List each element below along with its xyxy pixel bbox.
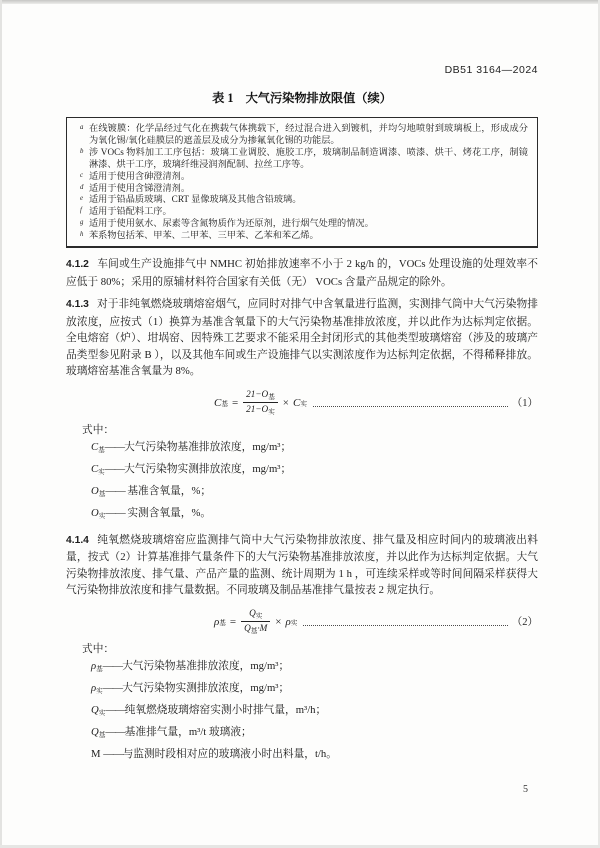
symbol-subscript: 实 [96, 687, 103, 695]
clause-number: 4.1.3 [66, 299, 89, 311]
symbol-subscript: 基 [98, 731, 106, 739]
footnote-f [79, 206, 528, 218]
symbol-definition [66, 482, 538, 504]
formula-rhs-subscript: 实 [300, 400, 307, 408]
clause-number: 4.1.4 [66, 534, 89, 546]
formula-rhs-symbol: C [293, 396, 301, 409]
symbol-definition [66, 438, 538, 460]
footnote-text: 苯系物包括苯、甲苯、二甲苯、三甲苯、乙苯和苯乙烯。 [89, 230, 319, 241]
formula-rhs-symbol: ρ [285, 615, 291, 628]
definition-dash: —— [102, 659, 123, 672]
formula-lhs-subscript: 基 [219, 619, 226, 627]
definition-dash: —— [105, 725, 125, 738]
denominator-symbol: Q [244, 623, 251, 634]
denominator-symbol: 21−O [246, 404, 269, 415]
symbol: O [91, 484, 99, 497]
footnote-text: 适用于使用氨水、尿素等含氮物质作为还原剂，进行烟气处理的情况。 [89, 218, 374, 229]
footnote-marker: h [80, 231, 84, 239]
symbol-subscript: 实 [98, 709, 106, 717]
clause-text: 对于非纯氧燃烧玻璃熔窑烟气，应同时对排气中含氧量进行监测，实测排气筒中大气污染物排放浓度，应按式（1）换算为基准含氧量下的大气污染物基准排放浓度，并以此作为达标判定依据。全电熔窑（炉）、坩埚窑、因特殊工艺要求不能采用全封闭形式的其他类型玻璃熔窑（涉及的玻璃产品类型参见附录 B ），以及其他车间或生产设施排气以实测浓度作为达标判定依据，不得稀释排放。玻璃熔窑基准含氧量为 8%。 [66, 298, 538, 378]
symbol: O [91, 506, 99, 519]
equals-sign: = [229, 615, 237, 628]
definition-text: 大气污染物基准排放浓度，mg/m³； [122, 659, 290, 672]
multiply-sign: × [275, 615, 282, 628]
formula-number: （2） [511, 617, 538, 629]
formula-number: （1） [511, 398, 538, 410]
clause-4-1-2 [66, 256, 538, 290]
fraction-numerator [241, 608, 270, 623]
definition-text: 纯氧燃烧玻璃熔窑实测小时排气量，m³/h； [124, 703, 327, 716]
footnote-a [79, 123, 528, 147]
symbol-definition [66, 679, 538, 701]
footnote-marker: a [80, 124, 84, 131]
definition-text: 大气污染物实测排放浓度，mg/m³； [124, 462, 292, 475]
multiply-sign: × [282, 396, 289, 409]
numerator-subscript: 实 [255, 612, 263, 620]
footnote-text: 适用于使用含锑澄清剂。 [89, 182, 191, 193]
numerator-symbol: 21−O [246, 388, 269, 399]
footnote-marker: e [80, 195, 84, 203]
symbol: Q [91, 703, 99, 716]
standard-code-header: DB51 3164—2024 [444, 64, 538, 76]
definition-dash: —— [103, 747, 123, 760]
formula-2 [66, 608, 538, 636]
definition-dash: —— [102, 681, 123, 694]
symbol: C [91, 462, 99, 475]
symbol: ρ [91, 681, 97, 694]
symbol-definition [66, 504, 538, 526]
clause-text: 车间或生产设施排气中 NMHC 初始排放速率不小于 2 kg/h 的，VOCs 处理设施的处理效率不应低于 80%；采用的原辅材料符合国家有关低（无） VOCs 含量产品规定的除外。 [66, 258, 538, 288]
symbol-subscript: 基 [96, 665, 103, 673]
denominator-subscript: 基 [250, 628, 258, 636]
footnote-e [79, 194, 528, 206]
definition-text: 大气污染物实测排放浓度，mg/m³； [122, 681, 290, 694]
table-footnote-box [66, 117, 538, 248]
definition-text: 与监测时段相对应的玻璃液小时出料量，t/h。 [122, 747, 337, 760]
formula-lhs-symbol: ρ [214, 615, 220, 628]
symbol: Q [91, 725, 99, 738]
dot-leader [313, 405, 508, 407]
formula-lhs-symbol: C [214, 396, 222, 409]
where-label: 式中： [82, 642, 115, 655]
clause-4-1-3 [66, 296, 538, 380]
definition-dash: —— [105, 506, 125, 519]
formula-1 [66, 389, 538, 417]
fraction-denominator [241, 622, 270, 636]
fraction-denominator [243, 403, 278, 417]
clause-number: 4.1.2 [66, 259, 89, 271]
footnote-c [79, 171, 528, 183]
symbol: M [91, 747, 101, 760]
numerator-symbol: Q [249, 607, 256, 618]
footnote-d [79, 183, 528, 195]
fraction-numerator [243, 389, 278, 404]
fraction [243, 389, 278, 417]
page-number: 5 [523, 784, 528, 795]
formula-2-expression [214, 608, 297, 636]
footnote-marker: d [80, 183, 84, 191]
formula-1-expression [214, 389, 307, 417]
footnote-h [79, 230, 528, 242]
footnote-text: 适用于铅配料工序。 [89, 206, 172, 217]
definition-dash: —— [105, 484, 125, 497]
table-title: 表 1 大气污染物排放限值（续） [212, 91, 392, 105]
symbol-subscript: 实 [98, 468, 105, 476]
denominator-tail: ·M [257, 623, 268, 634]
symbol-subscript: 实 [98, 512, 106, 520]
clause-4-1-4 [66, 532, 538, 599]
symbol-definition [66, 657, 538, 679]
symbol-subscript: 基 [98, 490, 106, 498]
symbol-definition [66, 723, 538, 745]
footnote-marker: f [80, 207, 82, 215]
footnote-text: 适用于铅晶质玻璃、CRT 显像玻璃及其他含铅玻璃。 [89, 194, 302, 205]
numerator-subscript: 基 [268, 393, 275, 401]
clause-text: 纯氧燃烧玻璃熔窑应监测排气筒中大气污染物排放浓度、排气量及相应时间内的玻璃液出料量，按式（2）计算基准排气量条件下的大气污染物基准排放浓度，并以此作为达标判定依据。大气污染物排放浓度、排气量、产品产量的监测、统计周期为 1 h ，可连续采样或等时间间隔采样获得大气污染物排放浓度和排气量数据。不同玻璃及制品基准排气量按表 2 规定执行。 [66, 533, 538, 597]
symbol: ρ [91, 659, 97, 672]
definition-dash: —— [105, 703, 125, 716]
denominator-subscript: 实 [268, 409, 275, 417]
footnote-marker: g [80, 219, 84, 227]
definition-text: 基准排气量，m³/t 玻璃液； [124, 725, 252, 738]
definition-text: 实测含氧量，%。 [124, 506, 212, 519]
fraction [241, 608, 270, 636]
definition-text: 大气污染物基准排放浓度，mg/m³； [124, 440, 292, 453]
symbol: C [91, 440, 99, 453]
symbol-definition [66, 745, 538, 764]
footnote-b [79, 147, 528, 171]
footnote-text: 适用于使用含砷澄清剂。 [89, 170, 191, 181]
symbol-definition [66, 701, 538, 723]
footnote-marker: b [80, 147, 84, 155]
formula-rhs-subscript: 实 [290, 619, 298, 627]
symbol-definition [66, 460, 538, 482]
equals-sign: = [231, 396, 239, 409]
footnote-text: 在线镀膜：化学品经过气化在携载气体携载下，经过混合进入到镀机，并均匀地喷射到玻璃板上，形成成分为氧化锡/氧化硅膜层的遮盖层及成分为掺氟氧化锡的功能层。 [89, 123, 528, 145]
definition-dash: —— [104, 462, 125, 475]
symbol-subscript: 基 [98, 446, 105, 454]
footnote-marker: c [80, 171, 84, 179]
formula-lhs-subscript: 基 [221, 400, 228, 408]
definition-dash: —— [104, 440, 125, 453]
dot-leader [303, 624, 507, 626]
footnote-g [79, 218, 528, 230]
footnote-text: 涉 VOCs 物料加工工序包括：玻璃工业调胶、施胶工序，玻璃制品制造调漆、喷漆、烘干、烤花工序，制镜淋漆、烘干工序，玻璃纤维浸润剂配制、拉丝工序等。 [89, 146, 528, 169]
definition-text: 基准含氧量，%； [124, 484, 212, 497]
where-label: 式中： [82, 423, 115, 436]
